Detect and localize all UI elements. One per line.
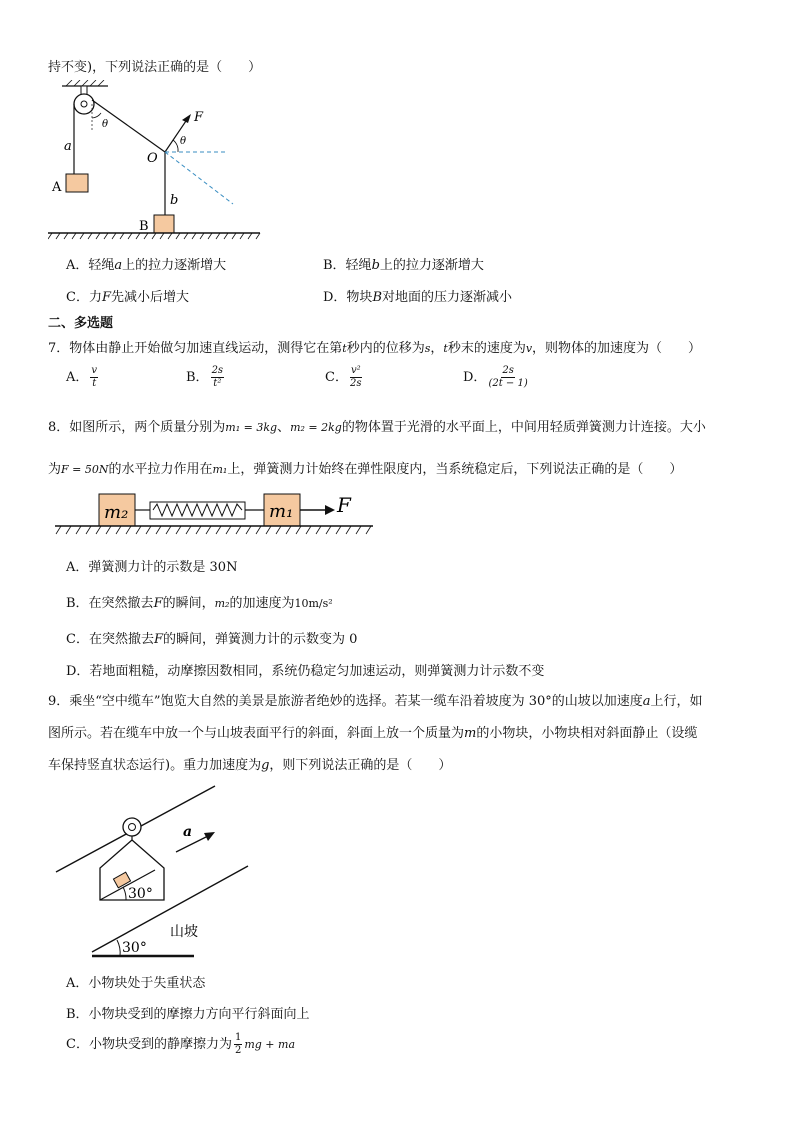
label-angle-inner: 30° xyxy=(128,886,153,902)
block-A xyxy=(66,174,88,192)
block-B xyxy=(154,215,174,233)
label-F: F xyxy=(337,493,351,517)
q7-option-b[interactable]: B． $\frac{2s}{\text{t²}}$ xyxy=(186,365,224,389)
q6-stem-tail: 持不变)，下列说法正确的是（ ） xyxy=(48,60,262,75)
q7-option-a[interactable]: A． $\frac{v}{t}$ xyxy=(66,365,98,389)
q8-option-c[interactable]: C．在突然撤去F的瞬间，弹簧测力计的示数变为 0 xyxy=(66,632,358,647)
section-heading: 二、多选题 xyxy=(48,316,114,331)
label-A: A xyxy=(52,180,62,195)
label-a: a xyxy=(183,824,193,840)
q8-stem-line2: 为F = 50N的水平拉力作用在m₁上，弹簧测力计始终在弹性限度内，当系统稳定后，下列说法正确的是（ ） xyxy=(48,462,683,477)
q7-stem: 7．物体由静止开始做匀加速直线运动，测得它在第t秒内的位移为s，t秒末的速度为v，则物体的加速度为（ ） xyxy=(48,341,702,356)
label-slope: 山坡 xyxy=(170,924,198,940)
q9-stem-line1: 9．乘坐“空中缆车”饱览大自然的美景是旅游者绝妙的选择。若某一缆车沿着坡度为 30°的山坡以加速度a上行，如 xyxy=(48,694,703,709)
label-O: O xyxy=(147,151,158,166)
q9-stem-line2: 图所示。若在缆车中放一个与山坡表面平行的斜面，斜面上放一个质量为m的小物块，小物块相对斜面静止（设缆 xyxy=(48,726,698,741)
label-m1: m₁ xyxy=(269,501,294,522)
q9-stem-line3: 车保持竖直状态运行)。重力加速度为g，则下列说法正确的是（ ） xyxy=(48,758,452,773)
label-B: B xyxy=(139,219,149,234)
q9-option-c[interactable]: C．小物块受到的静摩擦力为 $\frac{1}{2}$ mg + ma xyxy=(66,1032,295,1056)
q9-option-b[interactable]: B．小物块受到的摩擦力方向平行斜面向上 xyxy=(66,1007,310,1022)
q9-cable-car-figure xyxy=(48,780,258,965)
q8-option-a[interactable]: A．弹簧测力计的示数是 30N xyxy=(66,560,238,575)
label-angle-ground: 30° xyxy=(122,940,147,956)
label-a: a xyxy=(64,139,72,154)
label-theta-1: θ xyxy=(102,119,109,130)
label-m2: m₂ xyxy=(104,502,129,523)
q6-option-d[interactable]: D．物块B对地面的压力逐渐减小 xyxy=(323,290,513,305)
q9-option-a[interactable]: A．小物块处于失重状态 xyxy=(66,976,206,991)
q7-option-c[interactable]: C． $\frac{\text{v²}}{2s}$ xyxy=(325,365,362,389)
label-theta-2: θ xyxy=(180,136,187,147)
q7-option-d[interactable]: D． $\frac{2s}{(2t - 1)}$ xyxy=(463,365,528,389)
q6-option-c[interactable]: C．力F先减小后增大 xyxy=(66,290,189,305)
q8-spring-figure xyxy=(55,490,375,542)
q6-option-b[interactable]: B．轻绳b上的拉力逐渐增大 xyxy=(323,258,484,273)
label-b: b xyxy=(170,193,179,208)
q6-pulley-figure xyxy=(48,80,278,245)
label-F: F xyxy=(194,110,204,125)
q6-option-a[interactable]: A．轻绳a上的拉力逐渐增大 xyxy=(66,258,227,273)
q8-stem-line1: 8．如图所示，两个质量分别为m₁ = 3kg、m₂ = 2kg的物体置于光滑的水平面上，中间用轻质弹簧测力计连接。大小 xyxy=(48,420,706,435)
q8-option-b[interactable]: B．在突然撤去F的瞬间，m₂的加速度为10m/s² xyxy=(66,596,333,611)
q8-option-d[interactable]: D．若地面粗糙，动摩擦因数相同，系统仍稳定匀加速运动，则弹簧测力计示数不变 xyxy=(66,664,545,679)
